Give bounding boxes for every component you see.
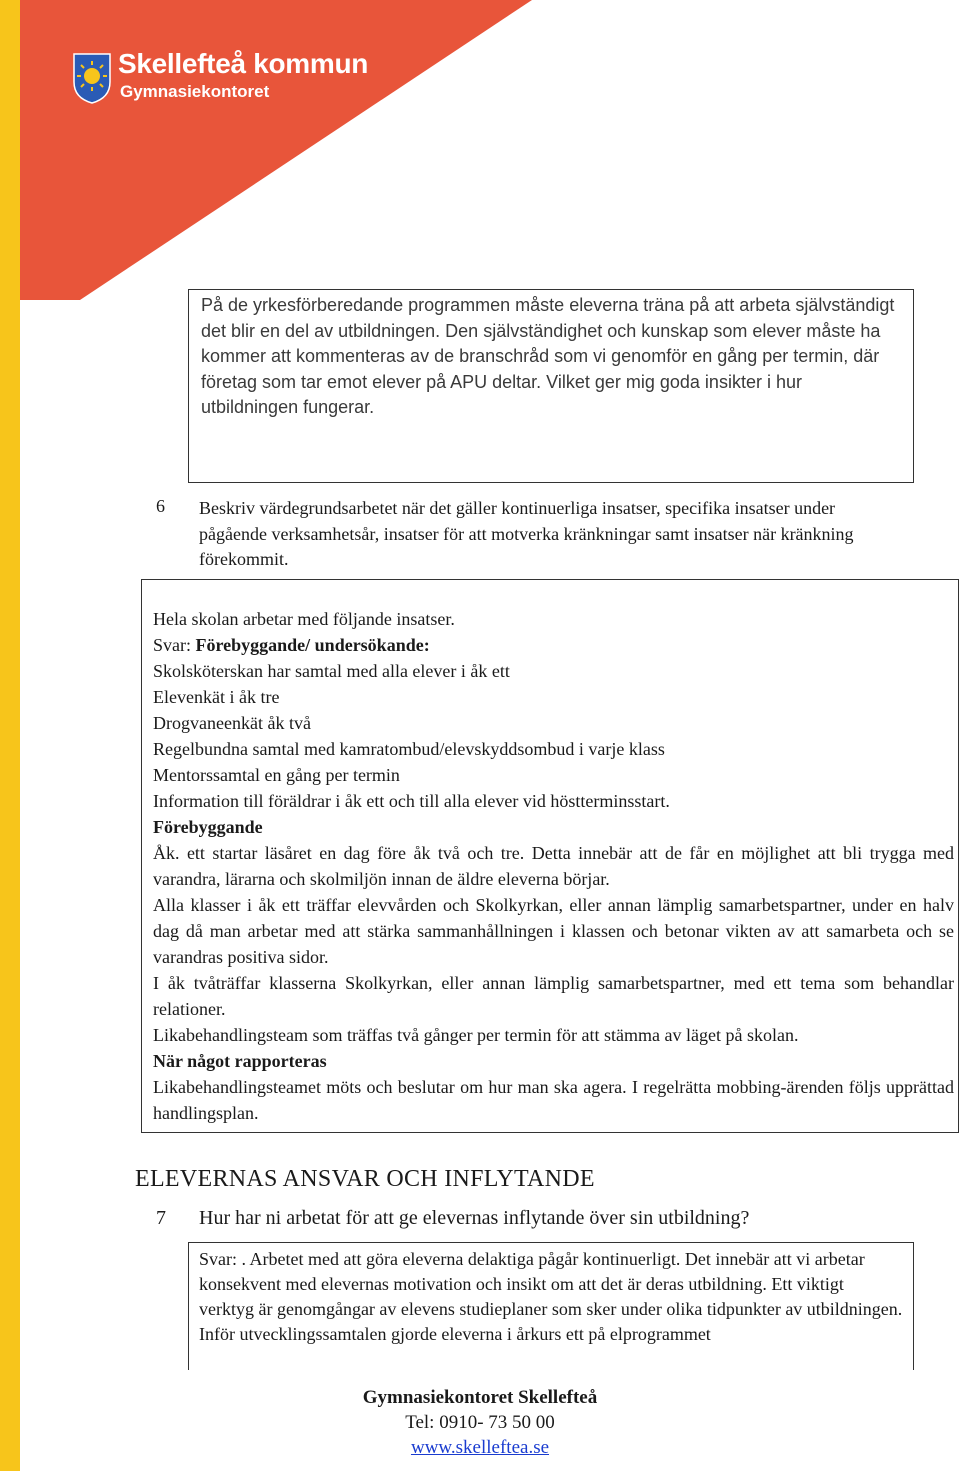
list-item: Elevenkät i åk tre: [153, 687, 280, 707]
answer-paragraph: Likabehandlingsteamet möts och beslutar om hur man ska agera. I regelrätta mobbing-ärenden följs upprättad handlingsplan.: [153, 1077, 954, 1123]
answer-section-heading: När något rapporteras: [153, 1051, 327, 1071]
footer-org: Gymnasiekontoret Skellefteå: [362, 1387, 598, 1408]
list-item: Regelbundna samtal med kamratombud/elevskyddsombud i varje klass: [153, 739, 665, 759]
answer-paragraph: Alla klasser i åk ett träffar elevvården och Skolkyrkan, eller annan lämplig samarbetspartner, under en halv dag då man arbetar med att stärka sammanhållningen i klassen och betonar vikten av att samarbeta och se varandras positiva sidor.: [153, 895, 954, 967]
question-text: Beskriv värdegrundsarbetet när det gäller kontinuerliga insatser, specifika insatser under pågående verksamhetsår, insatser för att motverka kränkningar samt insatser när kränkning förekommit.: [199, 498, 854, 569]
list-item: Drogvaneenkät åk två: [153, 713, 311, 733]
intro-text-box: [188, 289, 914, 483]
list-item: Mentorssamtal en gång per termin: [153, 765, 400, 785]
answer-paragraph: Åk. ett startar läsåret en dag före åk två och tre. Detta innebär att de får en möjlighet att bli trygga med varandra, lärarna och skolmiljön innan de äldre eleverna börjar.: [153, 843, 954, 889]
question-number: 7: [156, 1207, 166, 1229]
page-footer: [0, 1385, 960, 1460]
question-number: 6: [156, 496, 165, 516]
answer-box: [188, 1242, 914, 1370]
intro-paragraph: På de yrkesförberedande programmen måste eleverna träna på att arbeta självständigt det blir en del av utbildningen. Den självständighet och kunskap som elever måste ha kommer att kommenteras av de branschråd som vi genomför en gång per termin, där företag som tar emot elever på APU deltar. Vilket ger mig goda insikter i hur utbildningen fungerar.: [201, 295, 895, 417]
answer-box: [141, 579, 959, 1133]
answer-intro: Hela skolan arbetar med följande insatser.: [153, 609, 455, 629]
header-banner: [0, 0, 960, 300]
list-item: Information till föräldrar i åk ett och till alla elever vid höstterminsstart.: [153, 791, 670, 811]
question-text: Hur har ni arbetat för att ge elevernas inflytande över sin utbildning?: [199, 1207, 750, 1229]
crest-icon: [72, 52, 112, 104]
org-name: Skellefteå kommun: [118, 48, 369, 79]
answer-section-heading: Svar: Förebyggande/ undersökande:: [153, 635, 430, 655]
list-item: Skolsköterskan har samtal med alla elever i åk ett: [153, 661, 510, 681]
section-heading: ELEVERNAS ANSVAR OCH INFLYTANDE: [135, 1166, 595, 1192]
skelleftea-logo: [72, 52, 112, 109]
answer-paragraph: I åk tvåträffar klasserna Skolkyrkan, eller annan lämplig samarbetspartner, med ett tema som behandlar relationer.: [153, 973, 954, 1019]
answer-paragraph: Likabehandlingsteam som träffas två gånger per termin för att stämma av läget på skolan.: [153, 1025, 799, 1045]
answer-paragraph: Svar: . Arbetet med att göra eleverna delaktiga pågår kontinuerligt. Det innebär att vi arbetar konsekvent med elevernas motivation och insikt om att det är deras utbildning. Ett viktigt verktyg är genomgångar av elevens studieplaner som sker under olika tidpunkter av utbildningen. Inför utvecklingssamtalen gjorde eleverna i årkurs ett på elprogrammet: [199, 1249, 903, 1344]
footer-website-link[interactable]: www.skelleftea.se: [410, 1437, 550, 1458]
department-name: Gymnasiekontoret: [120, 82, 270, 101]
answer-section-heading: Förebyggande: [153, 817, 263, 837]
footer-phone: Tel: 0910- 73 50 00: [405, 1412, 555, 1433]
